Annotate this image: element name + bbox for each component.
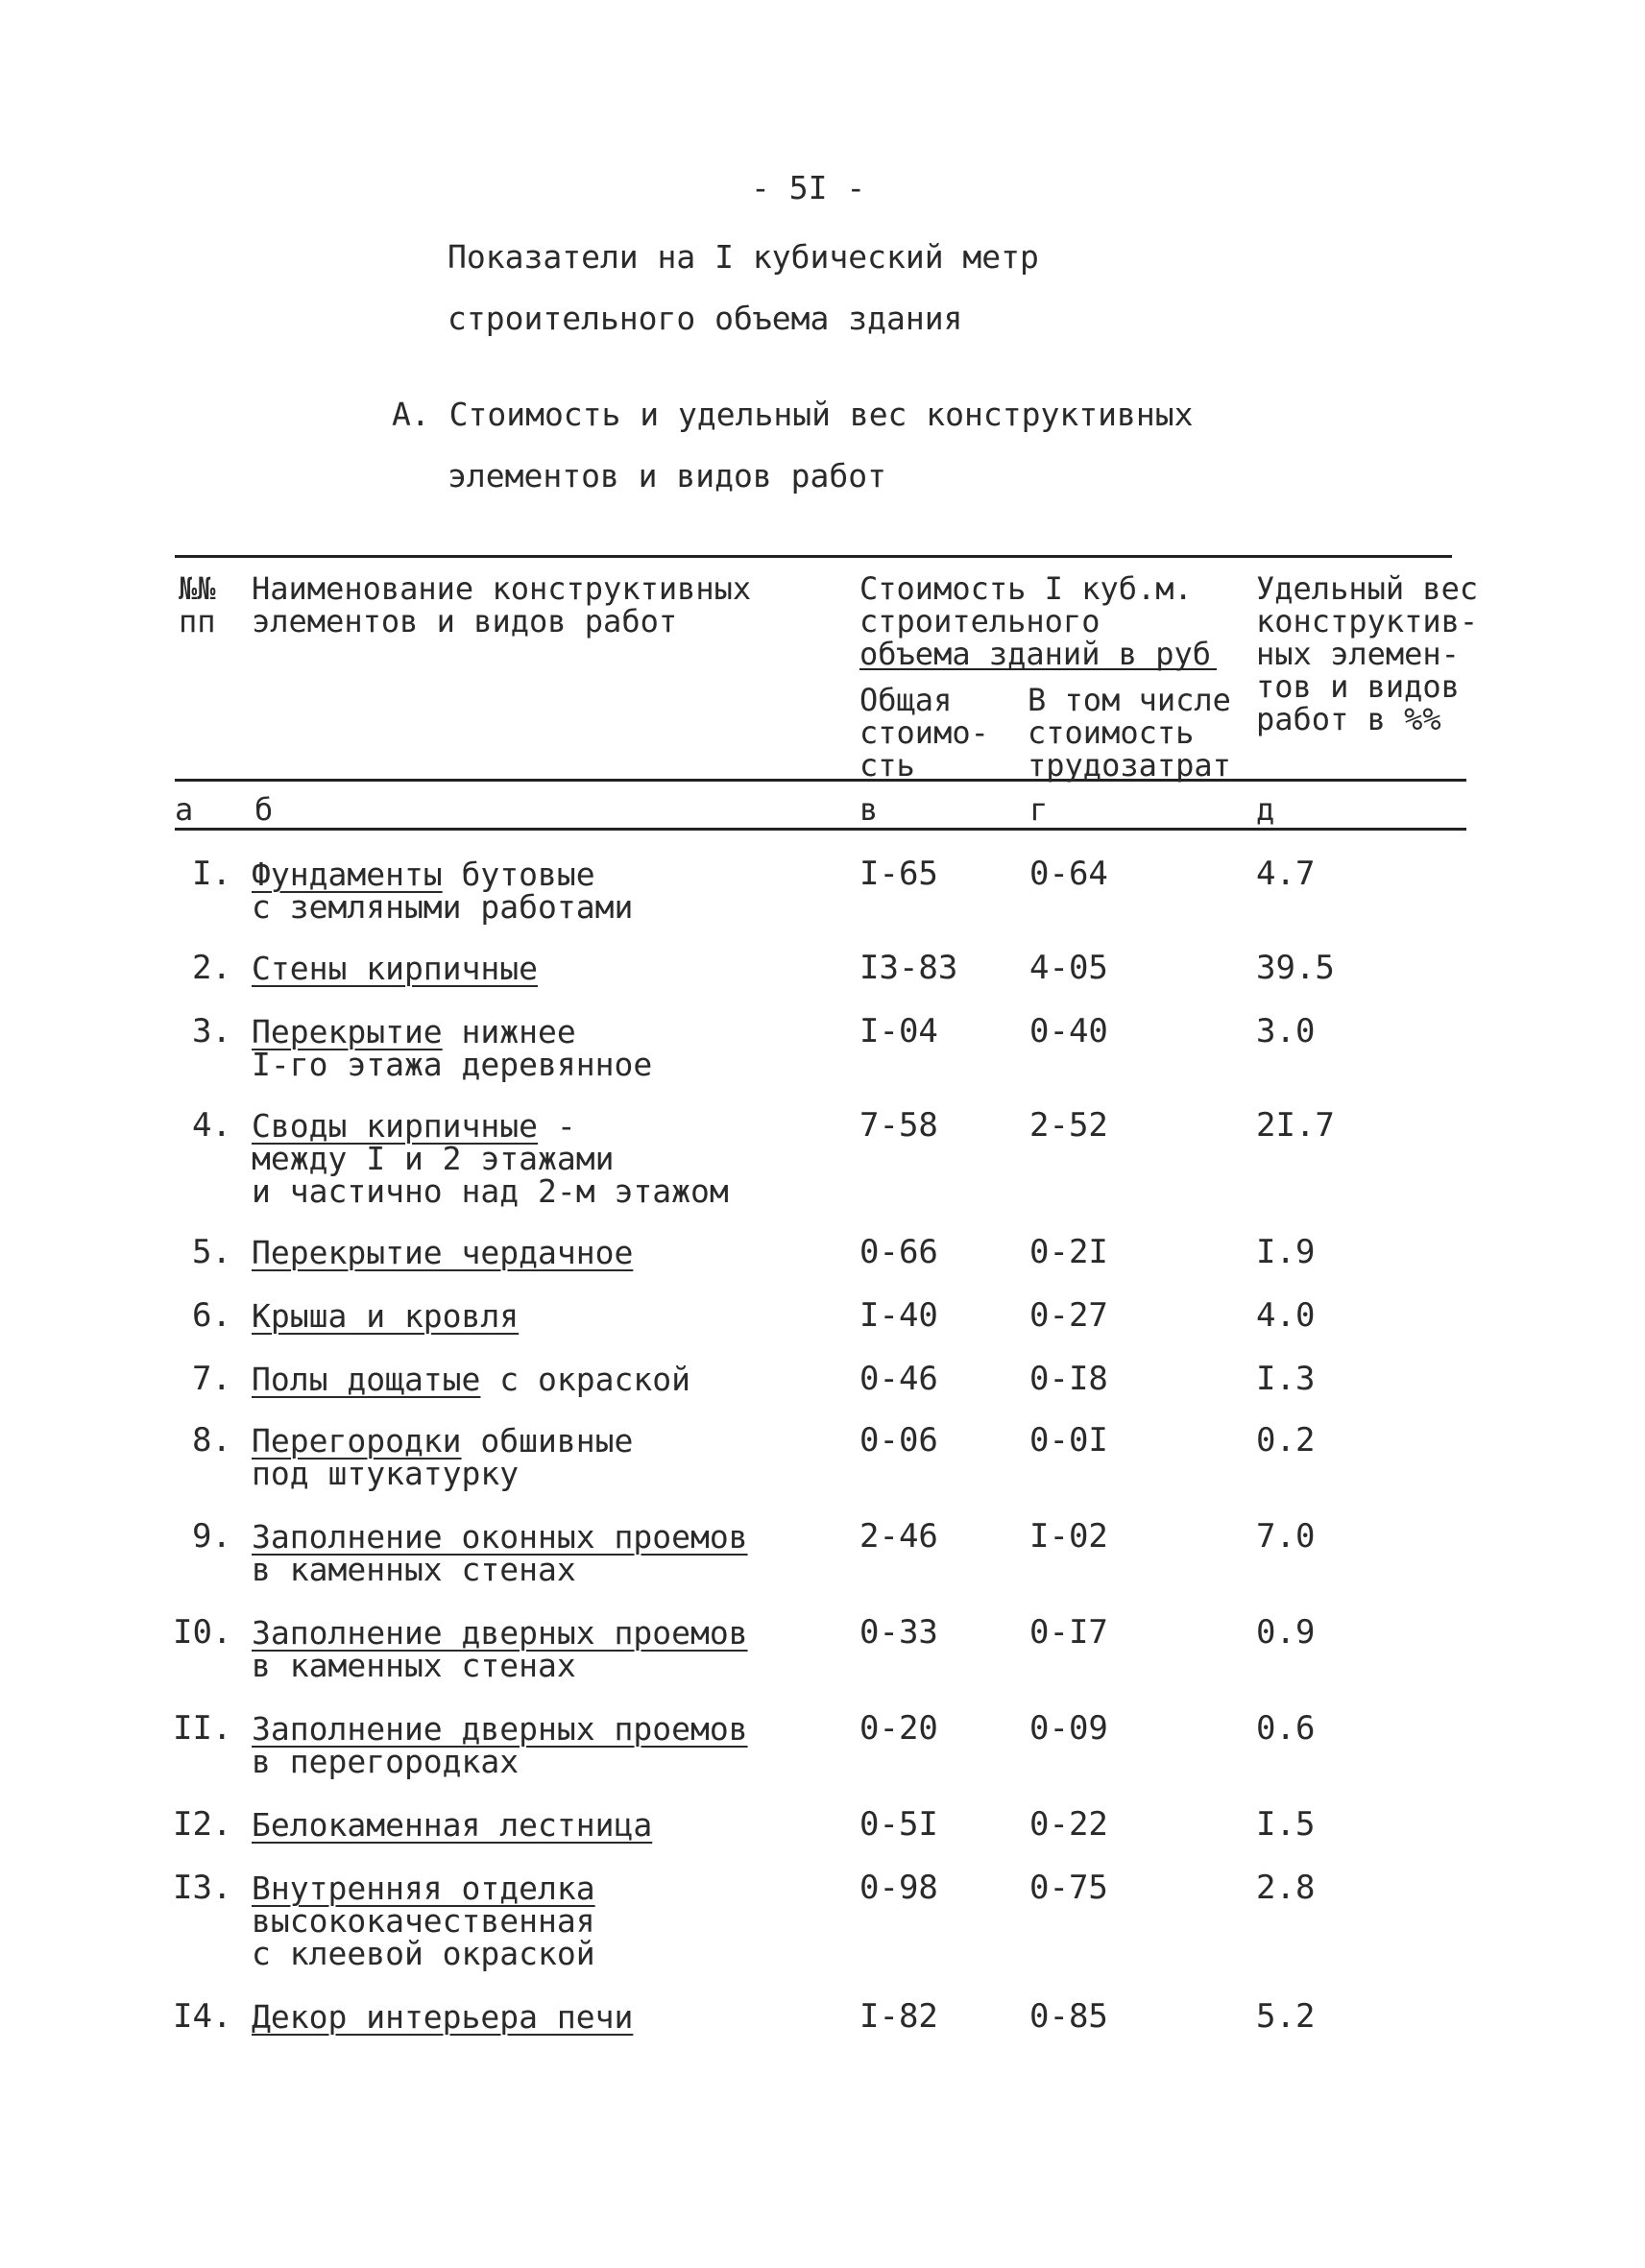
row-labor: I-02 (1029, 1517, 1108, 1556)
row-name-continued: I-го этажа деревянное (252, 1046, 653, 1083)
row-labor: 0-2I (1029, 1233, 1108, 1271)
row-number: 8. (192, 1421, 231, 1460)
row-name-continued: с земляными работами (252, 888, 634, 926)
header-cost-labor: В том числе стоимость трудозатрат (1028, 682, 1231, 784)
row-name-underlined: Полы дощатые (252, 1361, 481, 1398)
row-name (252, 1422, 634, 1460)
row-labor: 2-52 (1029, 1106, 1108, 1145)
row-number: 6. (192, 1296, 231, 1335)
row-total: 0-66 (859, 1233, 938, 1271)
row-number: I. (192, 855, 231, 893)
letter-g: г (1029, 791, 1049, 828)
section-heading-line-1: А. Стоимость и удельный вес конструктивных (392, 396, 1194, 433)
row-labor: 0-40 (1029, 1012, 1108, 1050)
row-total: 0-5I (859, 1805, 938, 1844)
row-name-underlined: Перегородки (252, 1422, 462, 1460)
row-total: 7-58 (859, 1106, 938, 1145)
row-name-underlined: Фундаменты (252, 856, 443, 893)
row-share: 39.5 (1256, 949, 1335, 987)
letter-d: д (1256, 791, 1275, 828)
row-name-underlined: Заполнение дверных проемов (252, 1710, 748, 1748)
row-labor: 0-I8 (1029, 1360, 1108, 1398)
row-name-underlined: Крыша и кровля (252, 1297, 520, 1335)
row-total: 0-20 (859, 1709, 938, 1748)
page-number: - 5I - (751, 169, 866, 206)
title-line-2: строительного объема здания (448, 300, 963, 337)
row-labor: 0-27 (1029, 1296, 1108, 1335)
row-total: I-65 (859, 855, 938, 893)
header-name: Наименование конструктивных элементов и видов работ (252, 570, 752, 639)
row-number: I4. (173, 1997, 232, 2036)
row-share: I.3 (1256, 1360, 1316, 1398)
row-name-underlined: Декор интерьера печи (252, 1998, 634, 2036)
row-name (252, 1297, 520, 1335)
row-number: I2. (173, 1805, 232, 1844)
row-name-rest: нижнее (442, 1013, 576, 1050)
row-total: 2-46 (859, 1517, 938, 1556)
row-name-underlined: Стены кирпичные (252, 950, 539, 987)
row-name-underlined: Перекрытие (252, 1013, 443, 1050)
header-cost-total: Общая стоимо- сть (859, 682, 989, 784)
table-top-rule (175, 555, 1452, 558)
row-labor: 0-0I (1029, 1421, 1108, 1460)
row-name (252, 1998, 634, 2036)
row-share: 0.9 (1256, 1613, 1316, 1652)
row-number: I0. (173, 1613, 232, 1652)
row-total: I3-83 (859, 949, 958, 987)
row-name (252, 1710, 748, 1748)
row-name-continued: в каменных стенах (252, 1647, 576, 1684)
row-share: 7.0 (1256, 1517, 1316, 1556)
row-share: 2I.7 (1256, 1106, 1335, 1145)
row-labor: 0-09 (1029, 1709, 1108, 1748)
row-total: 0-06 (859, 1421, 938, 1460)
row-total: I-04 (859, 1012, 938, 1050)
row-labor: 0-22 (1029, 1805, 1108, 1844)
letters-bottom-rule (175, 828, 1466, 831)
row-share: 5.2 (1256, 1997, 1316, 2036)
row-name (252, 1614, 748, 1652)
row-name-continued: высококачественная с клеевой окраской (252, 1902, 595, 1972)
row-total: 0-33 (859, 1613, 938, 1652)
row-total: I-40 (859, 1296, 938, 1335)
header-num: №№ пп (179, 570, 216, 639)
header-bottom-rule (175, 779, 1466, 782)
row-share: I.5 (1256, 1805, 1316, 1844)
letter-v: в (859, 791, 879, 828)
row-name (252, 858, 595, 891)
row-number: 2. (192, 949, 231, 987)
row-labor: 4-05 (1029, 949, 1108, 987)
row-name-continued: в каменных стенах (252, 1551, 576, 1588)
row-name-underlined: Своды кирпичные (252, 1107, 539, 1145)
row-name (252, 1234, 634, 1271)
row-name-continued: в перегородках (252, 1743, 520, 1780)
row-share: 0.2 (1256, 1421, 1316, 1460)
row-labor: 0-75 (1029, 1869, 1108, 1907)
letter-b: б (254, 791, 274, 828)
row-labor: 0-64 (1029, 855, 1108, 893)
row-name-rest: обшивные (461, 1422, 634, 1460)
row-number: II. (173, 1709, 232, 1748)
row-number: 5. (192, 1233, 231, 1271)
row-name (252, 1013, 576, 1050)
row-share: 4.0 (1256, 1296, 1316, 1335)
row-name-underlined: Перекрытие чердачное (252, 1234, 634, 1271)
row-share: 4.7 (1256, 855, 1316, 893)
row-total: I-82 (859, 1997, 938, 2036)
title-line-1: Показатели на I кубический метр (448, 238, 1039, 276)
row-name (252, 950, 539, 987)
row-name (252, 1872, 595, 1905)
row-name-underlined: Белокаменная лестница (252, 1806, 653, 1844)
row-name-underlined: Внутренняя отделка (252, 1870, 595, 1907)
row-labor: 0-85 (1029, 1997, 1108, 2036)
row-name-rest: бутовые (442, 856, 595, 893)
row-number: 3. (192, 1012, 231, 1050)
row-total: 0-98 (859, 1869, 938, 1907)
row-name-rest: - (538, 1107, 576, 1145)
row-name (252, 1518, 748, 1556)
row-number: 9. (192, 1517, 231, 1556)
row-number: 4. (192, 1106, 231, 1145)
row-name (252, 1806, 653, 1844)
row-name-continued: под штукатурку (252, 1455, 520, 1492)
row-number: 7. (192, 1360, 231, 1398)
row-share: I.9 (1256, 1233, 1316, 1271)
row-name-underlined: Заполнение оконных проемов (252, 1518, 748, 1556)
row-name (252, 1107, 576, 1145)
row-name-rest: с окраской (480, 1361, 690, 1398)
section-heading-line-2: элементов и видов работ (448, 457, 886, 495)
row-share: 2.8 (1256, 1869, 1316, 1907)
row-share: 3.0 (1256, 1012, 1316, 1050)
letter-a: а (175, 791, 194, 828)
row-share: 0.6 (1256, 1709, 1316, 1748)
row-labor: 0-I7 (1029, 1613, 1108, 1652)
row-name-continued: между I и 2 этажами и частично над 2-м этажом (252, 1140, 729, 1210)
row-number: I3. (173, 1869, 232, 1907)
row-name-underlined: Заполнение дверных проемов (252, 1614, 748, 1652)
header-cost-group: Стоимость I куб.м. строительного объема зданий в руб (859, 570, 1212, 672)
row-name (252, 1363, 690, 1396)
header-share: Удельный вес конструктив- ных элемен- тов и видов работ в %% (1256, 570, 1479, 737)
row-total: 0-46 (859, 1360, 938, 1398)
